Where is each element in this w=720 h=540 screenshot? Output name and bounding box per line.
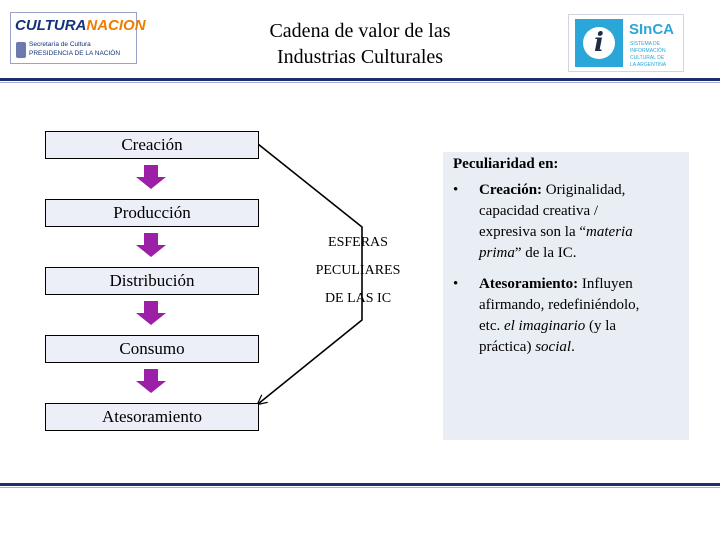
- panel-heading: Peculiaridad en:: [453, 156, 559, 172]
- down-arrow-icon: [136, 369, 166, 393]
- bullet-atesoramiento: [453, 274, 689, 364]
- sinca-sub-line2: INFORMACIÓN: [630, 48, 666, 54]
- info-icon: i: [583, 27, 615, 59]
- footer-divider: [0, 483, 720, 486]
- stage-produccion: Producción: [45, 199, 259, 227]
- bullet-atesoramiento-text: Atesoramiento: Influyen afirmando, redefiniéndolo, etc. el imaginario (y la práctica) social.: [479, 276, 640, 355]
- page-title-line1: Cadena de valor de las: [269, 20, 451, 42]
- bullet-creacion-text: Creación: Originalidad, capacidad creativa / expresiva son la “materia prima” de la IC.: [479, 182, 633, 261]
- esferas-line1: ESFERAS: [328, 235, 388, 250]
- sinca-name: SInCA: [629, 21, 674, 38]
- page-title-line2: Industrias Culturales: [276, 46, 444, 68]
- bullet-marker: •: [453, 182, 459, 198]
- logo-brand-part1: CULTURA: [15, 17, 87, 34]
- sinca-sub-line3: CULTURAL DE: [630, 55, 665, 61]
- bullet-creacion: [453, 180, 689, 270]
- logo-sub-line1: Secretaría de Cultura: [29, 41, 91, 48]
- stage-consumo: Consumo: [45, 335, 259, 363]
- stage-creacion: Creación: [45, 131, 259, 159]
- logo-sub-line2: PRESIDENCIA DE LA NACIÓN: [29, 50, 121, 57]
- peculiaridad-panel: [443, 152, 689, 440]
- down-arrow-icon: [136, 165, 166, 189]
- down-arrow-icon: [136, 233, 166, 257]
- sinca-sub-line1: SISTEMA DE: [630, 41, 661, 47]
- down-arrow-icon: [136, 301, 166, 325]
- esferas-line3: DE LAS IC: [324, 291, 392, 306]
- stage-atesoramiento: Atesoramiento: [45, 403, 259, 431]
- logo-brand-part2: NACION: [86, 17, 146, 34]
- stage-distribucion: Distribución: [45, 267, 259, 295]
- esferas-line2: PECULIARES: [315, 263, 401, 278]
- bullet-marker: •: [453, 276, 459, 292]
- sinca-sub-line4: LA ARGENTINA: [630, 62, 667, 68]
